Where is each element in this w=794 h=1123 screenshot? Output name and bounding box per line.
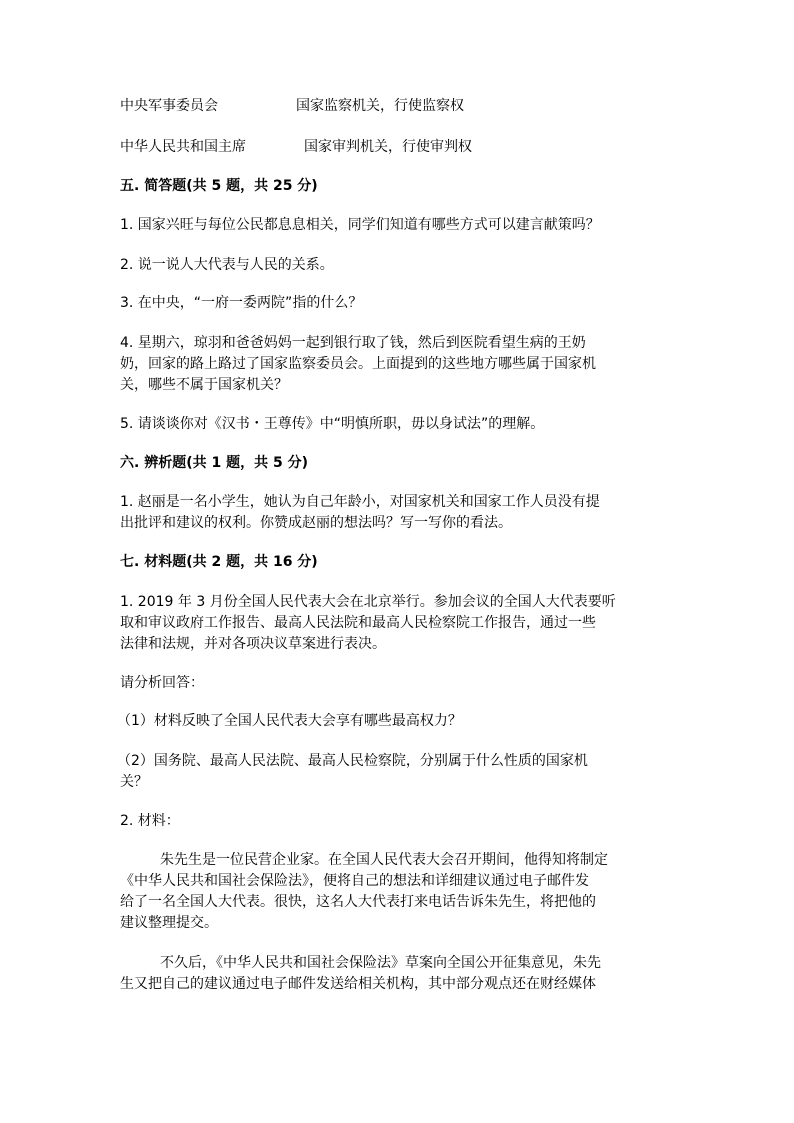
s5-question-4-line-1: 4. 星期六，琼羽和爸爸妈妈一起到银行取了钱，然后到医院看望生病的王奶: [120, 335, 586, 351]
s7-subquestion-1: （1）材料反映了全国人民代表大会享有哪些最高权力？: [117, 713, 462, 729]
match-left-2: 中华人民共和国主席: [120, 139, 246, 155]
s5-question-1: 1. 国家兴旺与每位公民都息息相关，同学们知道有哪些方式可以建言献策吗？: [120, 217, 600, 233]
s5-question-4-line-3: 关，哪些不属于国家机关？: [120, 377, 288, 393]
section-6-title: 六. 辨析题(共 1 题，共 5 分): [120, 455, 308, 471]
s6-question-1-line-1: 1. 赵丽是一名小学生，她认为自己年龄小，对国家机关和国家工作人员没有提: [120, 494, 600, 510]
material-p1-line-1: 朱先生是一位民营企业家。在全国人民代表大会召开期间，他得知将制定: [160, 852, 608, 868]
s7-subquestion-2-line-2: 关？: [120, 774, 148, 790]
s7-question-1-line-2: 取和审议政府工作报告、最高人民法院和最高人民检察院工作报告，通过一些: [120, 615, 596, 631]
s7-subquestion-2-line-1: （2）国务院、最高人民法院、最高人民检察院，分别属于什么性质的国家机: [117, 753, 588, 769]
section-5-title: 五. 简答题(共 5 题，共 25 分): [120, 178, 318, 194]
section-7-title: 七. 材料题(共 2 题，共 16 分): [120, 554, 318, 570]
s7-question-1-line-1: 1. 2019 年 3 月份全国人民代表大会在北京举行。参加会议的全国人大代表要听: [120, 594, 616, 610]
match-right-1: 国家监察机关，行使监察权: [296, 98, 464, 114]
s5-question-3: 3. 在中央，“一府一委两院”指的什么？: [120, 295, 363, 311]
material-p2-line-2: 生又把自己的建议通过电子邮件发送给相关机构，其中部分观点还在财经媒体: [120, 976, 596, 992]
match-left-1: 中央军事委员会: [120, 98, 218, 114]
s6-question-1-line-2: 出批评和建议的权利。你赞成赵丽的想法吗？写一写你的看法。: [120, 515, 512, 531]
s5-question-4-line-2: 奶，回家的路上路过了国家监察委员会。上面提到的这些地方哪些属于国家机: [120, 356, 596, 372]
material-p1-line-2: 《中华人民共和国社会保险法》，便将自己的想法和详细建议通过电子邮件发: [120, 873, 589, 889]
material-p2-line-1: 不久后，《中华人民共和国社会保险法》草案向全国公开征集意见，朱先: [160, 955, 601, 971]
s5-question-2: 2. 说一说人大代表与人民的关系。: [120, 257, 334, 273]
material-p1-line-4: 建议整理提交。: [120, 915, 218, 931]
s5-question-5: 5. 请谈谈你对《汉书・王尊传》中“明慎所职，毋以身试法”的理解。: [120, 416, 545, 432]
s7-question-1-line-3: 法律和法规，并对各项决议草案进行表决。: [120, 636, 386, 652]
s7-question-2: 2. 材料：: [120, 813, 180, 829]
match-right-2: 国家审判机关，行使审判权: [304, 139, 472, 155]
s7-prompt: 请分析回答：: [120, 675, 204, 691]
material-p1-line-3: 给了一名全国人大代表。很快，这名人大代表打来电话告诉朱先生，将把他的: [120, 894, 596, 910]
